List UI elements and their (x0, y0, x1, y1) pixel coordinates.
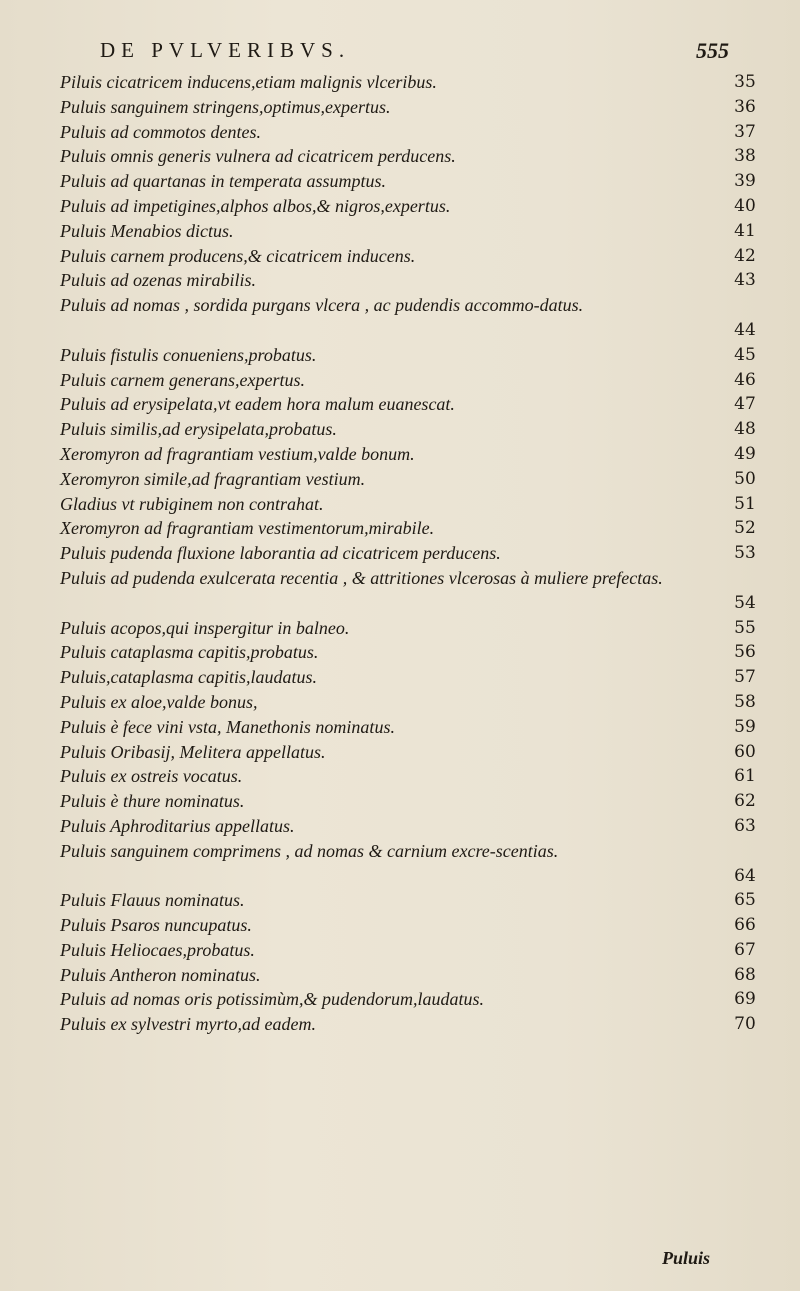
entry-number: 50 (734, 468, 756, 489)
index-entry (60, 888, 780, 913)
index-entry (60, 764, 780, 789)
index-entry (60, 194, 780, 219)
entry-text: Piluis cicatricem inducens,etiam malignis vlceribus. (60, 72, 437, 92)
entry-number: 64 (734, 865, 756, 886)
entry-number: 53 (734, 543, 756, 564)
index-entry (60, 566, 780, 616)
index-entry (60, 169, 780, 194)
entry-number: 35 (734, 72, 756, 92)
entry-number: 68 (734, 964, 756, 985)
entry-number: 51 (734, 493, 756, 514)
entry-text: Puluis Aphroditarius appellatus. (60, 815, 295, 836)
entry-text: Puluis sanguinem stringens,optimus,expertus. (60, 96, 391, 117)
index-entry (60, 343, 780, 368)
entry-text: Puluis ad nomas , sordida purgans vlcera , ac pudendis accommo-datus. (60, 295, 584, 316)
running-header: DE PVLVERIBVS. (100, 38, 351, 62)
entry-text: Puluis Flauus nominatus. (60, 890, 245, 911)
entry-number: 39 (734, 171, 756, 192)
index-entry (60, 293, 780, 343)
entry-text: Puluis è fece vini vsta, Manethonis nominatus. (60, 716, 395, 737)
entry-number: 55 (734, 617, 756, 638)
index-entry (60, 244, 780, 269)
entry-text: Puluis ex sylvestri myrto,ad eadem. (60, 1014, 316, 1035)
entry-text: Xeromyron ad fragrantiam vestium,valde bonum. (60, 443, 415, 464)
entry-text: Puluis,cataplasma capitis,laudatus. (60, 667, 318, 688)
entry-number: 40 (734, 195, 756, 216)
entry-text: Puluis ad erysipelata,vt eadem hora malum euanescat. (60, 394, 455, 415)
entry-text: Puluis fistulis conueniens,probatus. (60, 344, 317, 365)
index-entry (60, 1012, 780, 1037)
entry-text: Puluis ex ostreis vocatus. (60, 766, 243, 787)
entry-text: Puluis ad pudenda exulcerata recentia , & attritiones vlcerosas à muliere prefectas. (60, 567, 663, 588)
entry-number: 60 (734, 741, 756, 762)
index-entry (60, 789, 780, 814)
entry-text: Puluis pudenda fluxione laborantia ad cicatricem perducens. (60, 543, 501, 564)
entry-number: 49 (734, 443, 756, 464)
index-entry (60, 740, 780, 765)
entry-number: 36 (734, 96, 756, 117)
index-entry (60, 541, 780, 566)
index-entry (60, 70, 780, 95)
entry-text: Puluis omnis generis vulnera ad cicatricem perducens. (60, 146, 456, 167)
index-list (60, 70, 780, 1037)
entry-number: 45 (734, 344, 756, 365)
index-entry (60, 120, 780, 145)
entry-text: Puluis carnem generans,expertus. (60, 369, 305, 390)
entry-number: 52 (734, 518, 756, 539)
catchword: Puluis (662, 1248, 711, 1268)
entry-number: 65 (734, 890, 756, 911)
index-entry (60, 492, 780, 517)
index-entry (60, 715, 780, 740)
index-entry (60, 938, 780, 963)
index-entry (60, 268, 780, 293)
entry-text: Puluis ad impetigines,alphos albos,& nigros,expertus. (60, 195, 451, 216)
entry-number: 41 (734, 220, 756, 241)
index-entry (60, 392, 780, 417)
index-entry (60, 913, 780, 938)
entry-text: Puluis Menabios dictus. (60, 220, 234, 241)
entry-text: Xeromyron simile,ad fragrantiam vestium. (60, 468, 366, 489)
entry-text: Puluis Heliocaes,probatus. (60, 939, 255, 960)
entry-text: Puluis ad quartanas in temperata assumptus. (60, 171, 387, 192)
entry-text: Puluis Antheron nominatus. (60, 964, 261, 985)
page-number: 555 (696, 38, 729, 63)
index-entry (60, 963, 780, 988)
index-entry (60, 417, 780, 442)
entry-text: Gladius vt rubiginem non contrahat. (60, 493, 324, 514)
entry-text: Puluis cataplasma capitis,probatus. (60, 642, 319, 663)
entry-number: 58 (734, 691, 756, 712)
entry-number: 61 (734, 766, 756, 787)
index-entry (60, 95, 780, 120)
entry-number: 38 (734, 146, 756, 167)
entry-text: Puluis similis,ad erysipelata,probatus. (60, 419, 337, 440)
entry-text: Puluis Oribasij, Melitera appellatus. (60, 741, 326, 762)
index-entry (60, 144, 780, 169)
entry-number: 43 (734, 270, 756, 291)
entry-number: 56 (734, 642, 756, 663)
entry-number: 44 (734, 319, 756, 340)
index-entry (60, 665, 780, 690)
entry-text: Puluis ad commotos dentes. (60, 121, 261, 142)
index-entry (60, 690, 780, 715)
entry-number: 62 (734, 791, 756, 812)
index-entry (60, 640, 780, 665)
entry-number: 57 (734, 667, 756, 688)
index-entry (60, 814, 780, 839)
entry-number: 46 (734, 369, 756, 390)
entry-number: 67 (734, 939, 756, 960)
entry-number: 63 (734, 815, 756, 836)
entry-text: Puluis ad nomas oris potissimùm,& pudendorum,laudatus. (60, 989, 485, 1010)
index-entry (60, 219, 780, 244)
index-entry (60, 839, 780, 889)
entry-number: 66 (734, 915, 756, 936)
entry-text: Puluis ad ozenas mirabilis. (60, 270, 257, 291)
entry-number: 59 (734, 716, 756, 737)
entry-number: 42 (734, 245, 756, 266)
entry-text: Puluis carnem producens,& cicatricem inducens. (60, 245, 416, 266)
entry-text: Puluis è thure nominatus. (60, 791, 245, 812)
entry-text: Puluis sanguinem comprimens , ad nomas & carnium excre-scentias. (60, 840, 559, 861)
entry-number: 69 (734, 989, 756, 1010)
entry-number: 37 (734, 121, 756, 142)
index-entry (60, 987, 780, 1012)
index-entry (60, 616, 780, 641)
entry-text: Puluis acopos,qui inspergitur in balneo. (60, 617, 350, 638)
entry-number: 47 (734, 394, 756, 415)
index-entry (60, 442, 780, 467)
entry-number: 54 (734, 592, 756, 613)
index-entry (60, 368, 780, 393)
index-entry (60, 516, 780, 541)
entry-number: 48 (734, 419, 756, 440)
entry-text: Xeromyron ad fragrantiam vestimentorum,mirabile. (60, 518, 435, 539)
index-entry (60, 467, 780, 492)
entry-number: 70 (734, 1014, 756, 1035)
entry-text: Puluis Psaros nuncupatus. (60, 915, 252, 936)
entry-text: Puluis ex aloe,valde bonus, (60, 691, 258, 712)
